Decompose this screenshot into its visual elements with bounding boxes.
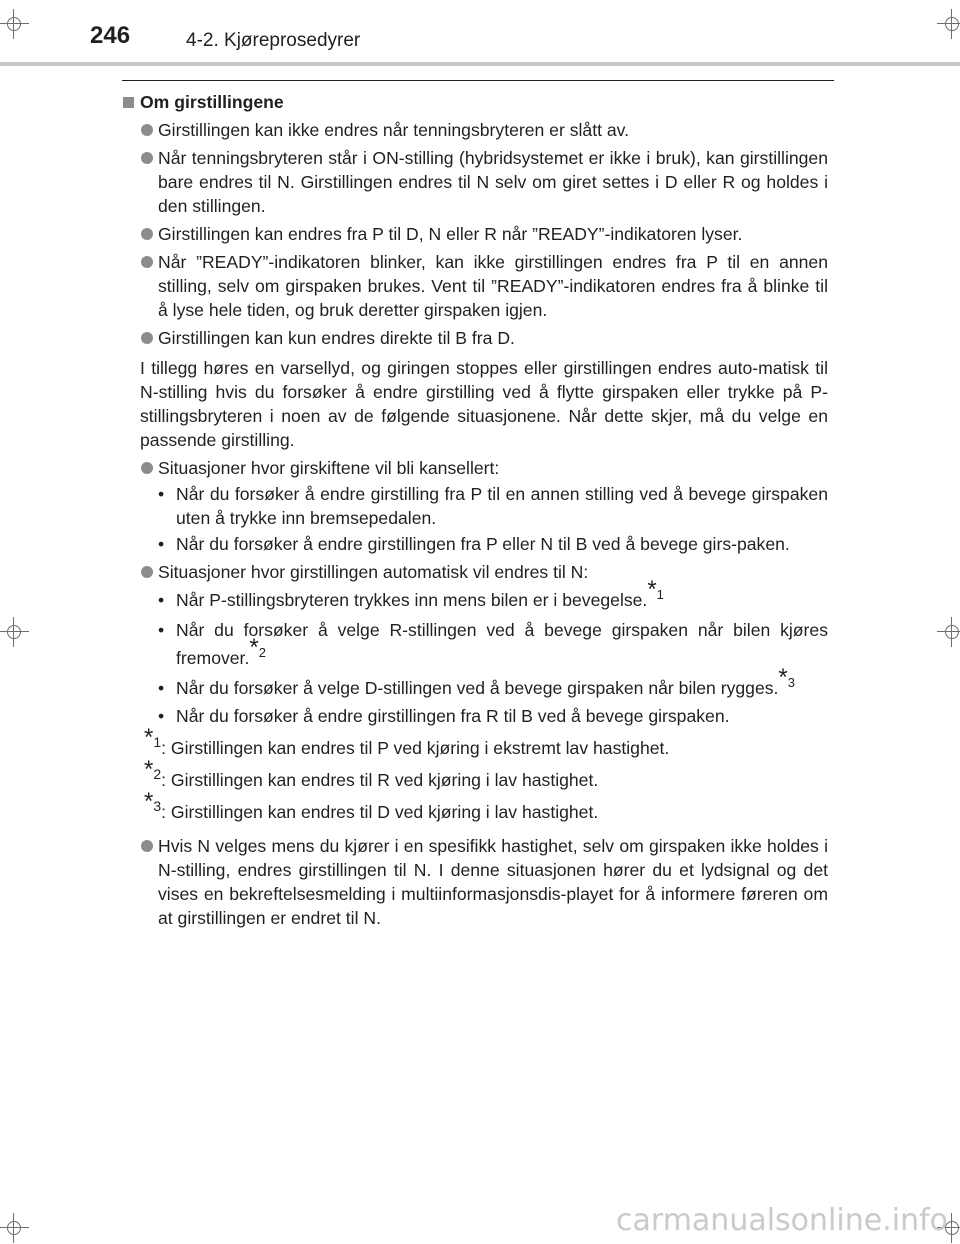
sub-item [120,576,828,614]
header-rule [122,80,834,81]
small-dot-icon: • [158,534,165,554]
bullet-item [120,146,828,218]
footnote-text: : Girstillingen kan endres til P ved kjøring i ekstremt lav hastighet. [161,738,670,758]
heading [120,90,828,114]
sub-item-text: Når du forsøker å velge D-stillingen ved å bevege girspaken når bilen rygges. [176,678,779,698]
bullet-text: Girstillingen kan ikke endres når tenningsbryteren er slått av. [158,120,630,140]
sub-item-text: Når du forsøker å endre girstillingen fra R til B ved å bevege girspaken. [176,706,730,726]
small-dot-icon: • [158,706,165,726]
crop-mark-top-right [937,9,960,39]
crop-mark-bottom-left [0,1213,29,1243]
bullet-dot-icon [141,566,153,578]
footnote-text: : Girstillingen kan endres til D ved kjøring i lav hastighet. [161,802,599,822]
sub-item [120,664,828,702]
bullet-dot-icon [141,152,153,164]
small-dot-icon: • [158,620,165,640]
square-bullet-icon [123,97,134,108]
footnote-ref: *1 [647,576,664,604]
bullet-dot-icon [141,256,153,268]
bullet-text: Situasjoner hvor girskiftene vil bli kansellert: [158,458,500,478]
bullet-text: Girstillingen kan kun endres direkte til B fra D. [158,328,515,348]
sub-item-text: Når P-stillingsbryteren trykkes inn mens bilen er i bevegelse. [176,590,648,610]
bullet-item [120,250,828,322]
header-band [0,62,960,66]
footnote: $^{*1}$: Girstillingen kan endres til P ved kjøring i ekstremt lav hastighet. [144,724,670,758]
bullet-text: Når ”READY”-indikatoren blinker, kan ikke girstillingen endres fra P til en annen stilling, selv om girspaken brukes. Vent til ”READY”-indikatoren endres fra å blinke til å lyse hele tiden, og bruk deretter girspaken igjen. [158,252,828,320]
small-dot-icon: • [158,678,165,698]
body-paragraph: I tillegg høres en varsellyd, og giringen stoppes eller girstillingen endres auto-matisk til N-stilling hvis du forsøker å endre girstilling ved å flytte girspaken eller trykke på P-stillingsbryteren i noen av de følgende situasjonene. Når dette skjer, må du velge en passende girstilling. [140,358,828,450]
small-dot-icon: • [158,484,165,504]
bullet-dot-icon [141,840,153,852]
section-title: 4-2. Kjøreprosedyrer [186,30,361,51]
page-number: 246 [90,22,131,49]
bullet-text: Hvis N velges mens du kjører i en spesifikk hastighet, selv om girspaken ikke holdes i N-stilling, endres girstillingen til N. I denne situasjonen hører du et lydsignal og det vises en bekreftelsesmelding i multiinformasjonsdis-playet for å informere føreren om at girstillingen er endret til N. [158,836,828,928]
bullet-item [120,560,828,584]
heading-text: Om girstillingene [140,92,284,112]
bullet-dot-icon [141,332,153,344]
bullet-dot-icon [141,124,153,136]
bullet-item [120,456,828,480]
page-content [120,90,828,930]
sub-item [120,482,828,530]
sub-item [120,532,828,556]
sub-item-text: Når du forsøker å velge R-stillingen ved å bevege girspaken når bilen kjøres fremover. [176,620,828,668]
crop-mark-top-left [0,9,29,39]
crop-mark-mid-right [937,617,960,647]
bullet-text: Girstillingen kan endres fra P til D, N eller R når ”READY”-indikatoren lyser. [158,224,743,244]
bullet-item [120,222,828,246]
sub-item [120,616,828,672]
footnote-ref: *3 [778,664,795,692]
sub-item [120,704,828,728]
bullet-item [120,326,828,350]
bullet-dot-icon [141,228,153,240]
bullet-text: Situasjoner hvor girstillingen automatisk vil endres til N: [158,562,589,582]
footnote-ref: *2 [249,634,266,662]
small-dot-icon: • [158,590,165,610]
bullet-item [120,118,828,142]
footnote-text: : Girstillingen kan endres til R ved kjøring i lav hastighet. [161,770,599,790]
footnote: $^{*2}$: Girstillingen kan endres til R ved kjøring i lav hastighet. [144,756,599,790]
bullet-text: Når tenningsbryteren står i ON-stilling (hybridsystemet er ikke i bruk), kan girstillingen bare endres til N. Girstillingen endres til N selv om giret settes i D eller R og holdes i den stillingen. [158,148,828,216]
sub-item-text: Når du forsøker å endre girstillingen fra P eller N til B ved å bevege girs-paken. [176,534,790,554]
sub-item-text: Når du forsøker å endre girstilling fra P til en annen stilling ved å bevege girspaken uten å trykke inn bremsepedalen. [176,484,828,528]
bullet-dot-icon [141,462,153,474]
footnote: $^{*3}$: Girstillingen kan endres til D ved kjøring i lav hastighet. [144,788,599,822]
watermark: carmanualsonline.info [616,1203,948,1238]
bullet-item [120,834,828,930]
crop-mark-mid-left [0,617,29,647]
